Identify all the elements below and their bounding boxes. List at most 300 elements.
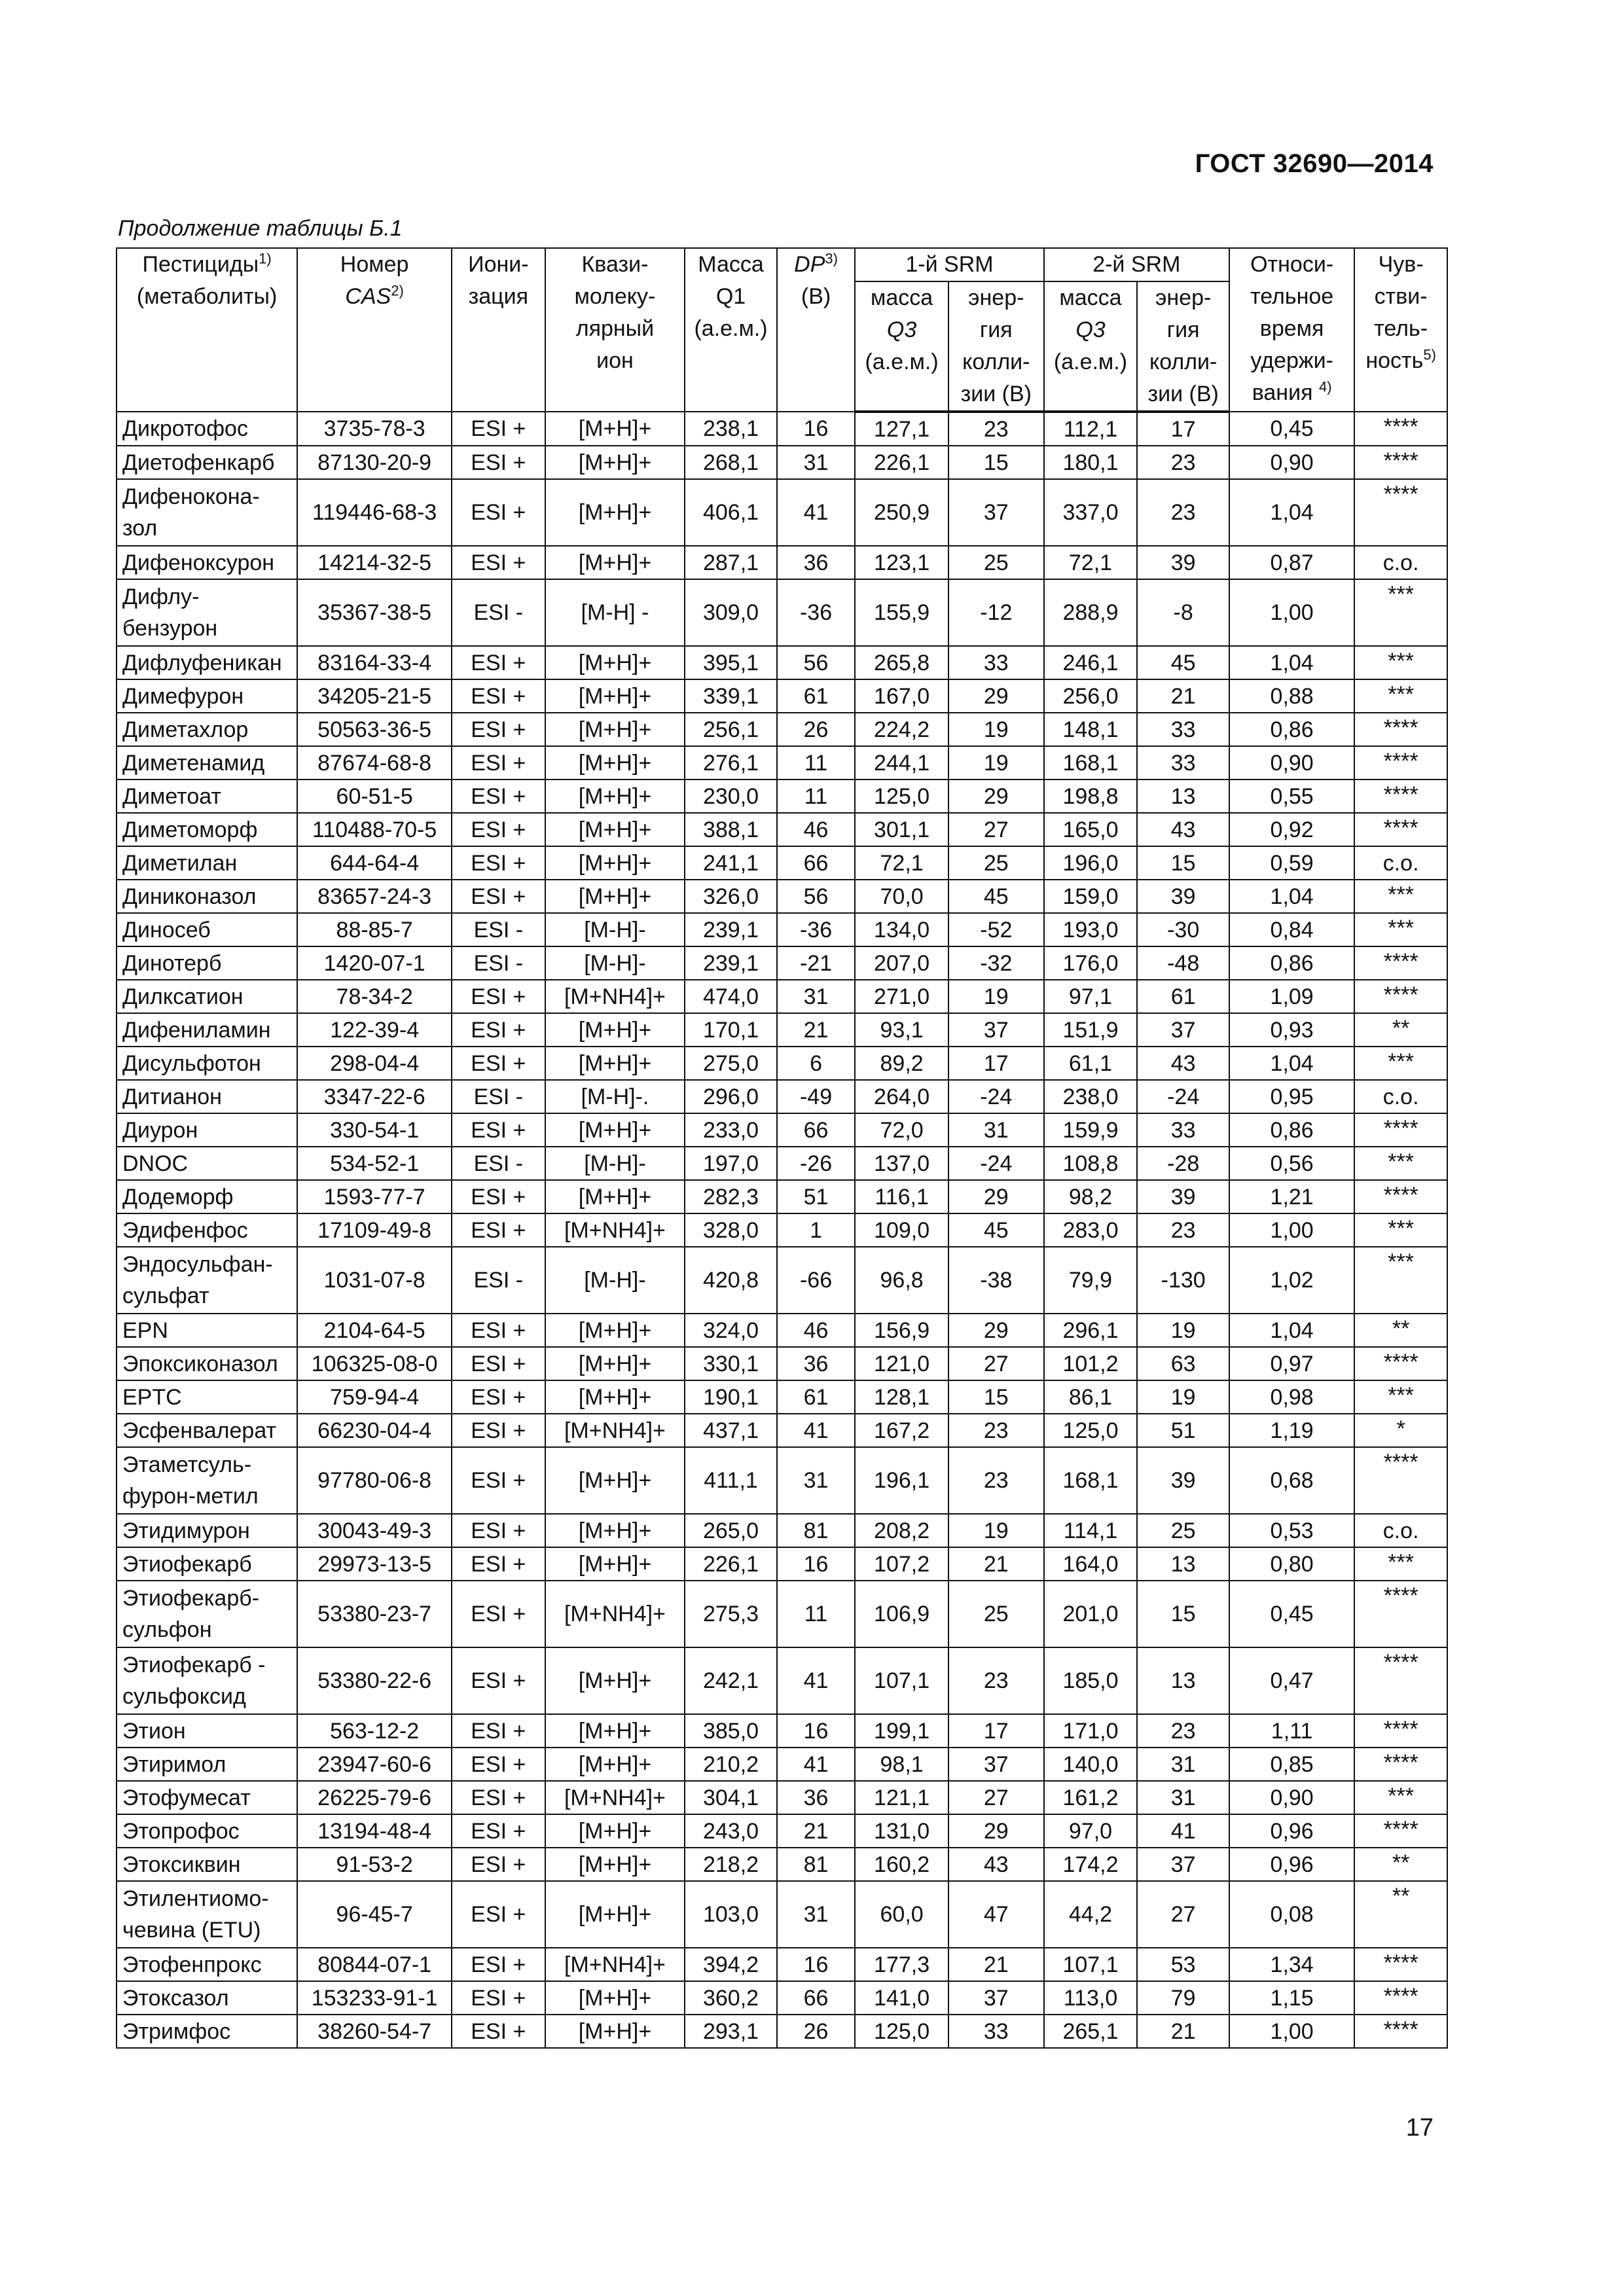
table-row [117, 679, 1447, 713]
ionization-cell: ESI + [452, 1547, 545, 1581]
sensitivity-cell: **** [1354, 1748, 1447, 1781]
quasi-ion-cell: [M+H]+ [545, 846, 685, 880]
srm1-energy-cell: 15 [948, 1380, 1044, 1414]
srm2-energy-cell: 53 [1137, 1948, 1229, 1981]
table-row [117, 1380, 1447, 1414]
srm2-energy-cell: 41 [1137, 1814, 1229, 1848]
srm2-energy-cell: -30 [1137, 913, 1229, 946]
cas-cell: 3735-78-3 [297, 412, 452, 446]
srm1-energy-cell: 21 [948, 1948, 1044, 1981]
srm1-energy-cell: 33 [948, 646, 1044, 679]
mass-q1-cell: 420,8 [685, 1247, 777, 1314]
table-row [117, 1347, 1447, 1380]
srm2-mass-cell: 108,8 [1044, 1147, 1138, 1180]
pesticide-name-line: Диметоморф [122, 817, 258, 842]
srm2-mass-cell: 165,0 [1044, 813, 1138, 846]
srm1-energy-cell: 47 [948, 1881, 1044, 1948]
cas-cell: 1031-07-8 [297, 1247, 452, 1314]
ionization-cell: ESI + [452, 1447, 545, 1514]
srm1-mass-cell: 167,0 [855, 679, 948, 713]
pesticide-name-line: EPN [122, 1318, 168, 1343]
quasi-ion-cell: [M+H]+ [545, 679, 685, 713]
document-standard-header: ГОСТ 32690—2014 [1195, 149, 1434, 178]
srm1-mass-cell: 72,0 [855, 1113, 948, 1147]
srm2-energy-cell: 13 [1137, 780, 1229, 813]
retention-time-cell: 0,56 [1229, 1147, 1354, 1180]
ionization-cell: ESI + [452, 1781, 545, 1814]
pesticide-name-line: Этиофекарб- [122, 1586, 260, 1611]
srm1-energy-cell: 37 [948, 1748, 1044, 1781]
quasi-ion-cell: [M+H]+ [545, 880, 685, 913]
sensitivity-cell: c.o. [1354, 846, 1447, 880]
sensitivity-cell: *** [1354, 880, 1447, 913]
dp-cell: 41 [777, 1414, 855, 1447]
pesticide-name-line: Дифлуфеникан [122, 650, 282, 675]
srm1-mass-cell: 125,0 [855, 2015, 948, 2048]
ionization-cell: ESI + [452, 1948, 545, 1981]
srm2-energy-cell: 23 [1137, 446, 1229, 479]
pesticide-name-cell [117, 446, 297, 479]
srm1-mass-cell: 127,1 [855, 412, 948, 446]
srm2-energy-cell: 39 [1137, 880, 1229, 913]
mass-q1-cell: 190,1 [685, 1380, 777, 1414]
srm1-mass-cell: 250,9 [855, 479, 948, 546]
sensitivity-cell: c.o. [1354, 1080, 1447, 1113]
cas-cell: 1593-77-7 [297, 1180, 452, 1213]
quasi-ion-cell: [M+H]+ [545, 1848, 685, 1881]
srm1-energy-cell: 25 [948, 1581, 1044, 1647]
cas-cell: 38260-54-7 [297, 2015, 452, 2048]
dp-cell: -36 [777, 913, 855, 946]
dp-cell: 31 [777, 1881, 855, 1948]
pesticide-name-cell [117, 1380, 297, 1414]
cas-cell: 153233-91-1 [297, 1981, 452, 2015]
ionization-cell: ESI + [452, 1213, 545, 1247]
srm2-mass-cell: 112,1 [1044, 412, 1138, 446]
table-row [117, 1714, 1447, 1748]
srm1-mass-cell: 107,2 [855, 1547, 948, 1581]
retention-time-cell: 0,45 [1229, 412, 1354, 446]
srm1-mass-cell: 301,1 [855, 813, 948, 846]
pesticide-name-line: Додеморф [122, 1184, 234, 1210]
srm1-energy-cell: 15 [948, 446, 1044, 479]
sensitivity-cell: ** [1354, 1848, 1447, 1881]
col-header-sensitivity: Чув- стви- тель- ность$^{5)}$ [1354, 248, 1447, 412]
mass-q1-cell: 328,0 [685, 1213, 777, 1247]
quasi-ion-cell: [M+H]+ [545, 1514, 685, 1547]
table-row [117, 1213, 1447, 1247]
pesticide-name-cell [117, 1047, 297, 1080]
table-row [117, 913, 1447, 946]
retention-time-cell: 0,93 [1229, 1013, 1354, 1047]
srm2-mass-cell: 125,0 [1044, 1414, 1138, 1447]
pesticide-name-cell [117, 1147, 297, 1180]
table-row [117, 1547, 1447, 1581]
srm1-mass-cell: 177,3 [855, 1948, 948, 1981]
srm2-energy-cell: 37 [1137, 1013, 1229, 1047]
col-header-srm2: 2-й SRM [1044, 248, 1229, 281]
srm2-mass-cell: 159,9 [1044, 1113, 1138, 1147]
ionization-cell: ESI + [452, 1514, 545, 1547]
srm1-energy-cell: 25 [948, 846, 1044, 880]
retention-time-cell: 0,59 [1229, 846, 1354, 880]
dp-cell: 11 [777, 780, 855, 813]
srm1-mass-cell: 141,0 [855, 1981, 948, 2015]
dp-cell: -36 [777, 579, 855, 646]
srm2-energy-cell: 37 [1137, 1848, 1229, 1881]
dp-cell: 11 [777, 746, 855, 780]
table-row [117, 646, 1447, 679]
sensitivity-cell: *** [1354, 579, 1447, 646]
pesticide-name-cell [117, 2015, 297, 2048]
srm2-energy-cell: 51 [1137, 1414, 1229, 1447]
ionization-cell: ESI + [452, 1848, 545, 1881]
quasi-ion-cell: [M+H]+ [545, 546, 685, 579]
ionization-cell: ESI + [452, 2015, 545, 2048]
srm1-energy-cell: 21 [948, 1547, 1044, 1581]
cas-cell: 17109-49-8 [297, 1213, 452, 1247]
dp-cell: 21 [777, 1013, 855, 1047]
srm2-energy-cell: 19 [1137, 1380, 1229, 1414]
srm2-mass-cell: 283,0 [1044, 1213, 1138, 1247]
cas-cell: 110488-70-5 [297, 813, 452, 846]
quasi-ion-cell: [M+NH4]+ [545, 1213, 685, 1247]
dp-cell: 36 [777, 546, 855, 579]
ionization-cell: ESI - [452, 1147, 545, 1180]
srm1-energy-cell: 23 [948, 1447, 1044, 1514]
sensitivity-cell: **** [1354, 980, 1447, 1013]
srm1-energy-cell: 45 [948, 880, 1044, 913]
sensitivity-cell: **** [1354, 446, 1447, 479]
srm1-mass-cell: 121,0 [855, 1347, 948, 1380]
table-row [117, 1113, 1447, 1147]
cas-cell: 534-52-1 [297, 1147, 452, 1180]
table-row [117, 412, 1447, 446]
sensitivity-cell: *** [1354, 1047, 1447, 1080]
srm1-mass-cell: 207,0 [855, 946, 948, 980]
srm1-mass-cell: 107,1 [855, 1647, 948, 1714]
retention-time-cell: 0,86 [1229, 1113, 1354, 1147]
retention-time-cell: 1,04 [1229, 479, 1354, 546]
dp-cell: 46 [777, 813, 855, 846]
mass-q1-cell: 275,3 [685, 1581, 777, 1647]
retention-time-cell: 1,00 [1229, 579, 1354, 646]
retention-time-cell: 0,68 [1229, 1447, 1354, 1514]
pesticide-name-cell [117, 1814, 297, 1848]
page-number: 17 [1405, 2114, 1434, 2142]
srm2-energy-cell: 13 [1137, 1547, 1229, 1581]
cas-cell: 122-39-4 [297, 1013, 452, 1047]
ionization-cell: ESI + [452, 813, 545, 846]
retention-time-cell: 0,97 [1229, 1347, 1354, 1380]
sensitivity-cell: **** [1354, 780, 1447, 813]
srm1-energy-cell: 27 [948, 1781, 1044, 1814]
srm2-mass-cell: 201,0 [1044, 1581, 1138, 1647]
dp-cell: -66 [777, 1247, 855, 1314]
table-caption: Продолжение таблицы Б.1 [118, 216, 403, 241]
sensitivity-cell: **** [1354, 1447, 1447, 1514]
dp-cell: 31 [777, 1447, 855, 1514]
srm1-mass-cell: 128,1 [855, 1380, 948, 1414]
quasi-ion-cell: [M+H]+ [545, 1380, 685, 1414]
srm1-energy-cell: 23 [948, 1647, 1044, 1714]
ionization-cell: ESI + [452, 679, 545, 713]
retention-time-cell: 0,45 [1229, 1581, 1354, 1647]
table-row [117, 1514, 1447, 1547]
srm1-energy-cell: 43 [948, 1848, 1044, 1881]
srm1-energy-cell: -38 [948, 1247, 1044, 1314]
col-header-dp: DP$^{3)}$ (В) [777, 248, 855, 412]
pesticide-name-line: Дисульфотон [122, 1050, 261, 1076]
pesticide-name-cell [117, 813, 297, 846]
srm2-mass-cell: 171,0 [1044, 1714, 1138, 1748]
quasi-ion-cell: [M+H]+ [545, 713, 685, 746]
dp-cell: 46 [777, 1314, 855, 1347]
srm2-mass-cell: 98,2 [1044, 1180, 1138, 1213]
srm2-energy-cell: 13 [1137, 1647, 1229, 1714]
pesticide-name-line: Этидимурон [122, 1518, 250, 1543]
srm2-energy-cell: 33 [1137, 746, 1229, 780]
pesticide-name-cell [117, 1647, 297, 1714]
cas-cell: 60-51-5 [297, 780, 452, 813]
srm2-mass-cell: 151,9 [1044, 1013, 1138, 1047]
pesticide-name-cell [117, 1180, 297, 1213]
retention-time-cell: 0,90 [1229, 746, 1354, 780]
srm2-energy-cell: 39 [1137, 1180, 1229, 1213]
srm2-energy-cell: 43 [1137, 1047, 1229, 1080]
cas-cell: 91-53-2 [297, 1848, 452, 1881]
retention-time-cell: 0,47 [1229, 1647, 1354, 1714]
mass-q1-cell: 339,1 [685, 679, 777, 713]
retention-time-cell: 1,02 [1229, 1247, 1354, 1314]
srm1-mass-cell: 155,9 [855, 579, 948, 646]
dp-cell: 61 [777, 679, 855, 713]
srm1-mass-cell: 264,0 [855, 1080, 948, 1113]
pesticide-name-cell [117, 746, 297, 780]
ionization-cell: ESI + [452, 1314, 545, 1347]
dp-cell: 1 [777, 1213, 855, 1247]
cas-cell: 2104-64-5 [297, 1314, 452, 1347]
retention-time-cell: 0,84 [1229, 913, 1354, 946]
cas-cell: 87130-20-9 [297, 446, 452, 479]
srm2-energy-cell: 23 [1137, 1714, 1229, 1748]
pesticide-name-line: Диетофенкарб [122, 450, 275, 475]
table-row [117, 479, 1447, 546]
table-row [117, 1314, 1447, 1347]
pesticide-name-line: Дифеноксурон [122, 550, 275, 575]
srm1-energy-cell: 29 [948, 1180, 1044, 1213]
pesticide-name-cell [117, 713, 297, 746]
pesticide-name-cell [117, 1714, 297, 1748]
srm2-mass-cell: 148,1 [1044, 713, 1138, 746]
mass-q1-cell: 197,0 [685, 1147, 777, 1180]
pesticide-name-cell [117, 579, 297, 646]
pesticide-name-cell [117, 1781, 297, 1814]
ionization-cell: ESI - [452, 913, 545, 946]
srm2-mass-cell: 159,0 [1044, 880, 1138, 913]
col-header-ionization: Иони- зация [452, 248, 545, 412]
pesticide-name-cell [117, 1514, 297, 1547]
dp-cell: 81 [777, 1514, 855, 1547]
pesticide-name-cell [117, 1247, 297, 1314]
quasi-ion-cell: [M+H]+ [545, 813, 685, 846]
srm2-energy-cell: 17 [1137, 412, 1229, 446]
retention-time-cell: 1,34 [1229, 1948, 1354, 1981]
srm1-mass-cell: 224,2 [855, 713, 948, 746]
mass-q1-cell: 360,2 [685, 1981, 777, 2015]
pesticide-name-line: чевина (ETU) [122, 1918, 261, 1943]
pesticide-name-line: Диносеб [122, 917, 211, 942]
ionization-cell: ESI + [452, 1380, 545, 1414]
srm1-energy-cell: 23 [948, 412, 1044, 446]
pesticide-name-line: бензурон [122, 616, 218, 641]
sensitivity-cell: **** [1354, 946, 1447, 980]
sensitivity-cell: **** [1354, 713, 1447, 746]
col-header-srm1: 1-й SRM [855, 248, 1043, 281]
srm2-energy-cell: 79 [1137, 1981, 1229, 2015]
srm2-mass-cell: 140,0 [1044, 1748, 1138, 1781]
ionization-cell: ESI + [452, 1748, 545, 1781]
quasi-ion-cell: [M+H]+ [545, 1347, 685, 1380]
col-header-cas: Номер CAS$^{2)}$ [297, 248, 452, 412]
mass-q1-cell: 243,0 [685, 1814, 777, 1848]
srm1-mass-cell: 199,1 [855, 1714, 948, 1748]
dp-cell: 56 [777, 646, 855, 679]
quasi-ion-cell: [M+NH4]+ [545, 1781, 685, 1814]
pesticide-name-cell [117, 1414, 297, 1447]
table-row [117, 1180, 1447, 1213]
srm2-mass-cell: 61,1 [1044, 1047, 1138, 1080]
pesticide-name-cell [117, 412, 297, 446]
cas-cell: 50563-36-5 [297, 713, 452, 746]
retention-time-cell: 0,92 [1229, 813, 1354, 846]
pesticide-name-line: Этаметсуль- [122, 1452, 252, 1477]
retention-time-cell: 1,11 [1229, 1714, 1354, 1748]
mass-q1-cell: 406,1 [685, 479, 777, 546]
sensitivity-cell: *** [1354, 1247, 1447, 1314]
cas-cell: 644-64-4 [297, 846, 452, 880]
dp-cell: 36 [777, 1347, 855, 1380]
srm2-energy-cell: 21 [1137, 2015, 1229, 2048]
quasi-ion-cell: [M+H]+ [545, 1748, 685, 1781]
table-row [117, 1948, 1447, 1981]
cas-cell: 759-94-4 [297, 1380, 452, 1414]
mass-q1-cell: 293,1 [685, 2015, 777, 2048]
table-row [117, 579, 1447, 646]
retention-time-cell: 0,08 [1229, 1881, 1354, 1948]
sensitivity-cell: *** [1354, 1213, 1447, 1247]
pesticide-name-line: Эндосульфан- [122, 1252, 273, 1277]
retention-time-cell: 1,04 [1229, 1314, 1354, 1347]
table-row [117, 746, 1447, 780]
col-header-mass-q1: Масса Q1 (а.е.м.) [685, 248, 777, 412]
cas-cell: 53380-23-7 [297, 1581, 452, 1647]
mass-q1-cell: 170,1 [685, 1013, 777, 1047]
ionization-cell: ESI + [452, 846, 545, 880]
ionization-cell: ESI + [452, 1113, 545, 1147]
dp-cell: 31 [777, 980, 855, 1013]
srm2-energy-cell: 15 [1137, 846, 1229, 880]
pesticide-name-line: Дилксатион [122, 984, 244, 1009]
dp-cell: 66 [777, 846, 855, 880]
srm2-mass-cell: 72,1 [1044, 546, 1138, 579]
srm2-energy-cell: 43 [1137, 813, 1229, 846]
srm2-mass-cell: 86,1 [1044, 1380, 1138, 1414]
srm1-mass-cell: 160,2 [855, 1848, 948, 1881]
retention-time-cell: 0,87 [1229, 546, 1354, 579]
srm1-mass-cell: 123,1 [855, 546, 948, 579]
quasi-ion-cell: [M+H]+ [545, 1814, 685, 1848]
quasi-ion-cell: [M+H]+ [545, 1714, 685, 1748]
quasi-ion-cell: [M+H]+ [545, 1547, 685, 1581]
retention-time-cell: 0,85 [1229, 1748, 1354, 1781]
srm2-energy-cell: 23 [1137, 1213, 1229, 1247]
table-row [117, 980, 1447, 1013]
table-row [117, 1447, 1447, 1514]
pesticide-name-line: сульфат [122, 1283, 209, 1308]
srm2-mass-cell: 97,1 [1044, 980, 1138, 1013]
dp-cell: 66 [777, 1981, 855, 2015]
pesticide-name-cell [117, 1447, 297, 1514]
mass-q1-cell: 309,0 [685, 579, 777, 646]
dp-cell: 16 [777, 1547, 855, 1581]
table-row [117, 1981, 1447, 2015]
ionization-cell: ESI + [452, 780, 545, 813]
sensitivity-cell: ** [1354, 1314, 1447, 1347]
retention-time-cell: 1,04 [1229, 1047, 1354, 1080]
table-row [117, 1881, 1447, 1948]
cas-cell: 1420-07-1 [297, 946, 452, 980]
srm2-mass-cell: 180,1 [1044, 446, 1138, 479]
srm1-energy-cell: 17 [948, 1714, 1044, 1748]
srm1-energy-cell: 25 [948, 546, 1044, 579]
srm2-mass-cell: 79,9 [1044, 1247, 1138, 1314]
pesticide-name-line: Этоксиквин [122, 1852, 241, 1877]
ionization-cell: ESI - [452, 579, 545, 646]
sensitivity-cell: **** [1354, 1113, 1447, 1147]
table-row [117, 813, 1447, 846]
retention-time-cell: 0,96 [1229, 1814, 1354, 1848]
pesticide-name-cell [117, 1581, 297, 1647]
mass-q1-cell: 265,0 [685, 1514, 777, 1547]
pesticide-name-cell [117, 1848, 297, 1881]
col-header-srm2-energy: энер- гия колли- зии (В) [1137, 281, 1229, 412]
srm1-mass-cell: 137,0 [855, 1147, 948, 1180]
srm1-energy-cell: -12 [948, 579, 1044, 646]
quasi-ion-cell: [M+NH4]+ [545, 980, 685, 1013]
srm2-mass-cell: 44,2 [1044, 1881, 1138, 1948]
retention-time-cell: 1,15 [1229, 1981, 1354, 2015]
quasi-ion-cell: [M-H]- [545, 1247, 685, 1314]
srm2-energy-cell: 39 [1137, 546, 1229, 579]
mass-q1-cell: 218,2 [685, 1848, 777, 1881]
srm1-energy-cell: 29 [948, 679, 1044, 713]
table-row [117, 846, 1447, 880]
col-header-srm2-mass: масса Q3 (а.е.м.) [1044, 281, 1138, 412]
pesticide-name-line: зол [122, 516, 158, 541]
ionization-cell: ESI + [452, 446, 545, 479]
dp-cell: 56 [777, 880, 855, 913]
retention-time-cell: 0,96 [1229, 1848, 1354, 1881]
srm1-energy-cell: 19 [948, 746, 1044, 780]
srm1-energy-cell: 29 [948, 1314, 1044, 1347]
srm1-energy-cell: -24 [948, 1147, 1044, 1180]
srm2-mass-cell: 246,1 [1044, 646, 1138, 679]
quasi-ion-cell: [M+H]+ [545, 1314, 685, 1347]
ionization-cell: ESI + [452, 1814, 545, 1848]
table-row [117, 1080, 1447, 1113]
sensitivity-cell: c.o. [1354, 1514, 1447, 1547]
